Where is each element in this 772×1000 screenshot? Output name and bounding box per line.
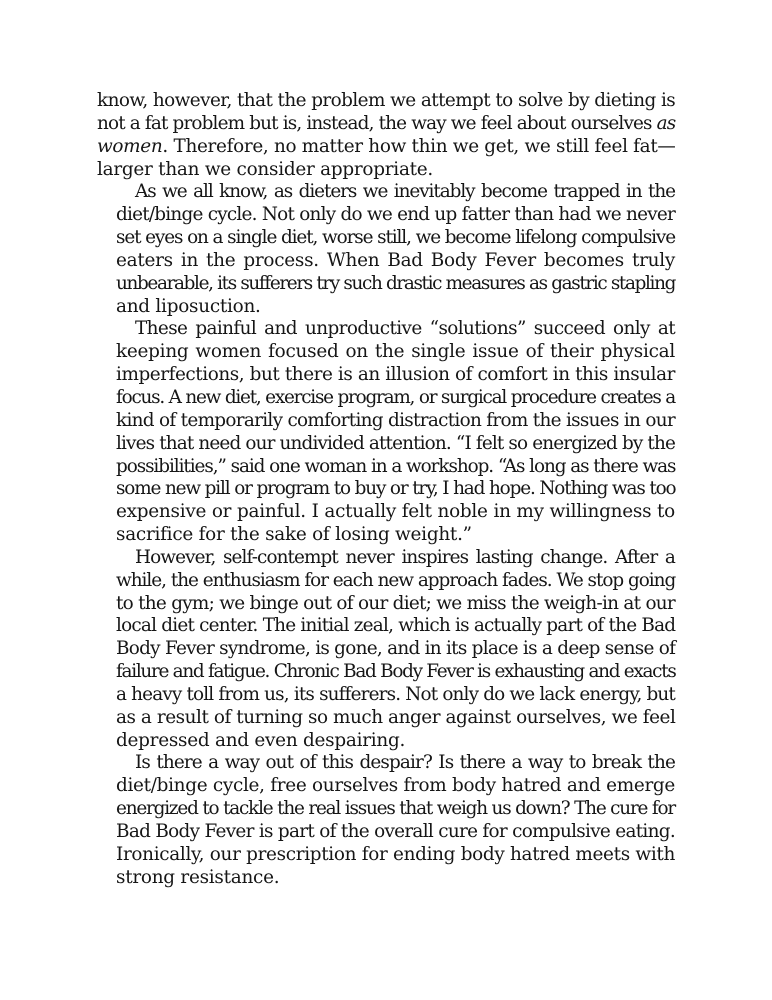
text-line (97, 341, 675, 364)
text-line (97, 250, 675, 273)
text-line (97, 844, 675, 867)
text-run: keeping women focused on the single issue of their physical (116, 341, 675, 363)
text-line (97, 775, 675, 798)
paragraph (97, 90, 675, 181)
text-run: As we all know, as dieters we inevitably become trapped in the (135, 181, 675, 203)
text-line (97, 456, 675, 479)
text-run: set eyes on a single diet, worse still, we become lifelong compulsive (116, 227, 675, 249)
text-run: diet/binge cycle, free ourselves from body hatred and emerge (116, 775, 675, 797)
text-run: unbearable, its sufferers try such drastic measures as gastric stapling (116, 272, 675, 294)
italic-text-run: as (656, 112, 676, 134)
text-run: expensive or painful. I actually felt noble in my willingness to (116, 501, 675, 523)
text-line (97, 227, 675, 250)
text-run: local diet center. The initial zeal, which is actually part of the Bad (116, 615, 676, 637)
text-line (97, 364, 675, 387)
text-run: kind of temporarily comforting distraction from the issues in our (116, 409, 675, 431)
text-run: sacrifice for the sake of losing weight.” (116, 524, 472, 546)
text-line (97, 707, 675, 730)
text-line (97, 684, 675, 707)
text-line (97, 798, 675, 821)
text-run: larger than we consider appropriate. (97, 158, 434, 180)
text-run: depressed and even despairing. (116, 729, 406, 751)
text-line (97, 90, 675, 113)
text-line (97, 478, 675, 501)
italic-text-run: women (97, 135, 163, 157)
text-line (97, 661, 675, 684)
text-run: diet/binge cycle. Not only do we end up fatter than had we never (116, 204, 675, 226)
text-line (97, 821, 675, 844)
text-run: as a result of turning so much anger against ourselves, we feel (116, 706, 676, 728)
text-line (97, 387, 675, 410)
text-run: Body Fever syndrome, is gone, and in its place is a deep sense of (116, 638, 676, 660)
text-run: focus. A new diet, exercise program, or surgical procedure creates a (116, 386, 675, 408)
text-run: These painful and unproductive “solutions” succeed only at (135, 318, 675, 340)
text-run: imperfections, but there is an illusion of comfort in this insular (116, 364, 675, 386)
text-run: and liposuction. (116, 295, 261, 317)
text-run: energized to tackle the real issues that weigh us down? The cure for (116, 798, 675, 820)
text-run: Is there a way out of this despair? Is there a way to break the (135, 752, 675, 774)
text-line (97, 273, 675, 296)
text-run: know, however, that the problem we attempt to solve by dieting is (97, 90, 676, 111)
text-run: . Therefore, no matter how thin we get, we still feel fat— (162, 135, 676, 157)
text-line (97, 547, 675, 570)
text-run: to the gym; we binge out of our diet; we miss the weigh-in at our (116, 592, 675, 614)
text-line (97, 730, 675, 753)
text-line (97, 593, 675, 616)
text-run: failure and fatigue. Chronic Bad Body Fever is exhausting and exacts (116, 661, 676, 683)
text-line (97, 638, 675, 661)
text-run: strong resistance. (116, 866, 280, 888)
text-line (97, 318, 675, 341)
paragraph (97, 181, 675, 318)
text-run: while, the enthusiasm for each new approach fades. We stop going (116, 569, 676, 591)
text-line (97, 159, 675, 182)
text-line (97, 204, 675, 227)
text-line (97, 524, 675, 547)
text-line (97, 410, 675, 433)
text-run: a heavy toll from us, its sufferers. Not only do we lack energy, but (116, 683, 675, 705)
text-line (97, 181, 675, 204)
text-run: Bad Body Fever is part of the overall cure for compulsive eating. (116, 821, 675, 842)
text-run: lives that need our undivided attention. “I felt so energized by the (116, 432, 675, 454)
paragraph (97, 318, 675, 546)
text-run: not a fat problem but is, instead, the way we feel about ourselves (97, 112, 657, 134)
text-run: eaters in the process. When Bad Body Fever becomes truly (116, 249, 675, 271)
text-line (97, 501, 675, 524)
text-run: some new pill or program to buy or try, I had hope. Nothing was too (116, 478, 676, 500)
text-line (97, 433, 675, 456)
paragraph (97, 752, 675, 889)
text-line (97, 136, 675, 159)
text-line (97, 615, 675, 638)
text-line (97, 752, 675, 775)
text-line (97, 296, 675, 319)
text-line (97, 867, 675, 890)
text-run: possibilities,” said one woman in a workshop. “As long as there was (116, 455, 676, 477)
text-run: Ironically, our prescription for ending body hatred meets with (116, 843, 675, 865)
text-line (97, 570, 675, 593)
paragraph (97, 547, 675, 753)
text-line (97, 113, 675, 136)
page-body-text (97, 90, 675, 890)
text-run: However, self-contempt never inspires lasting change. After a (135, 546, 675, 568)
